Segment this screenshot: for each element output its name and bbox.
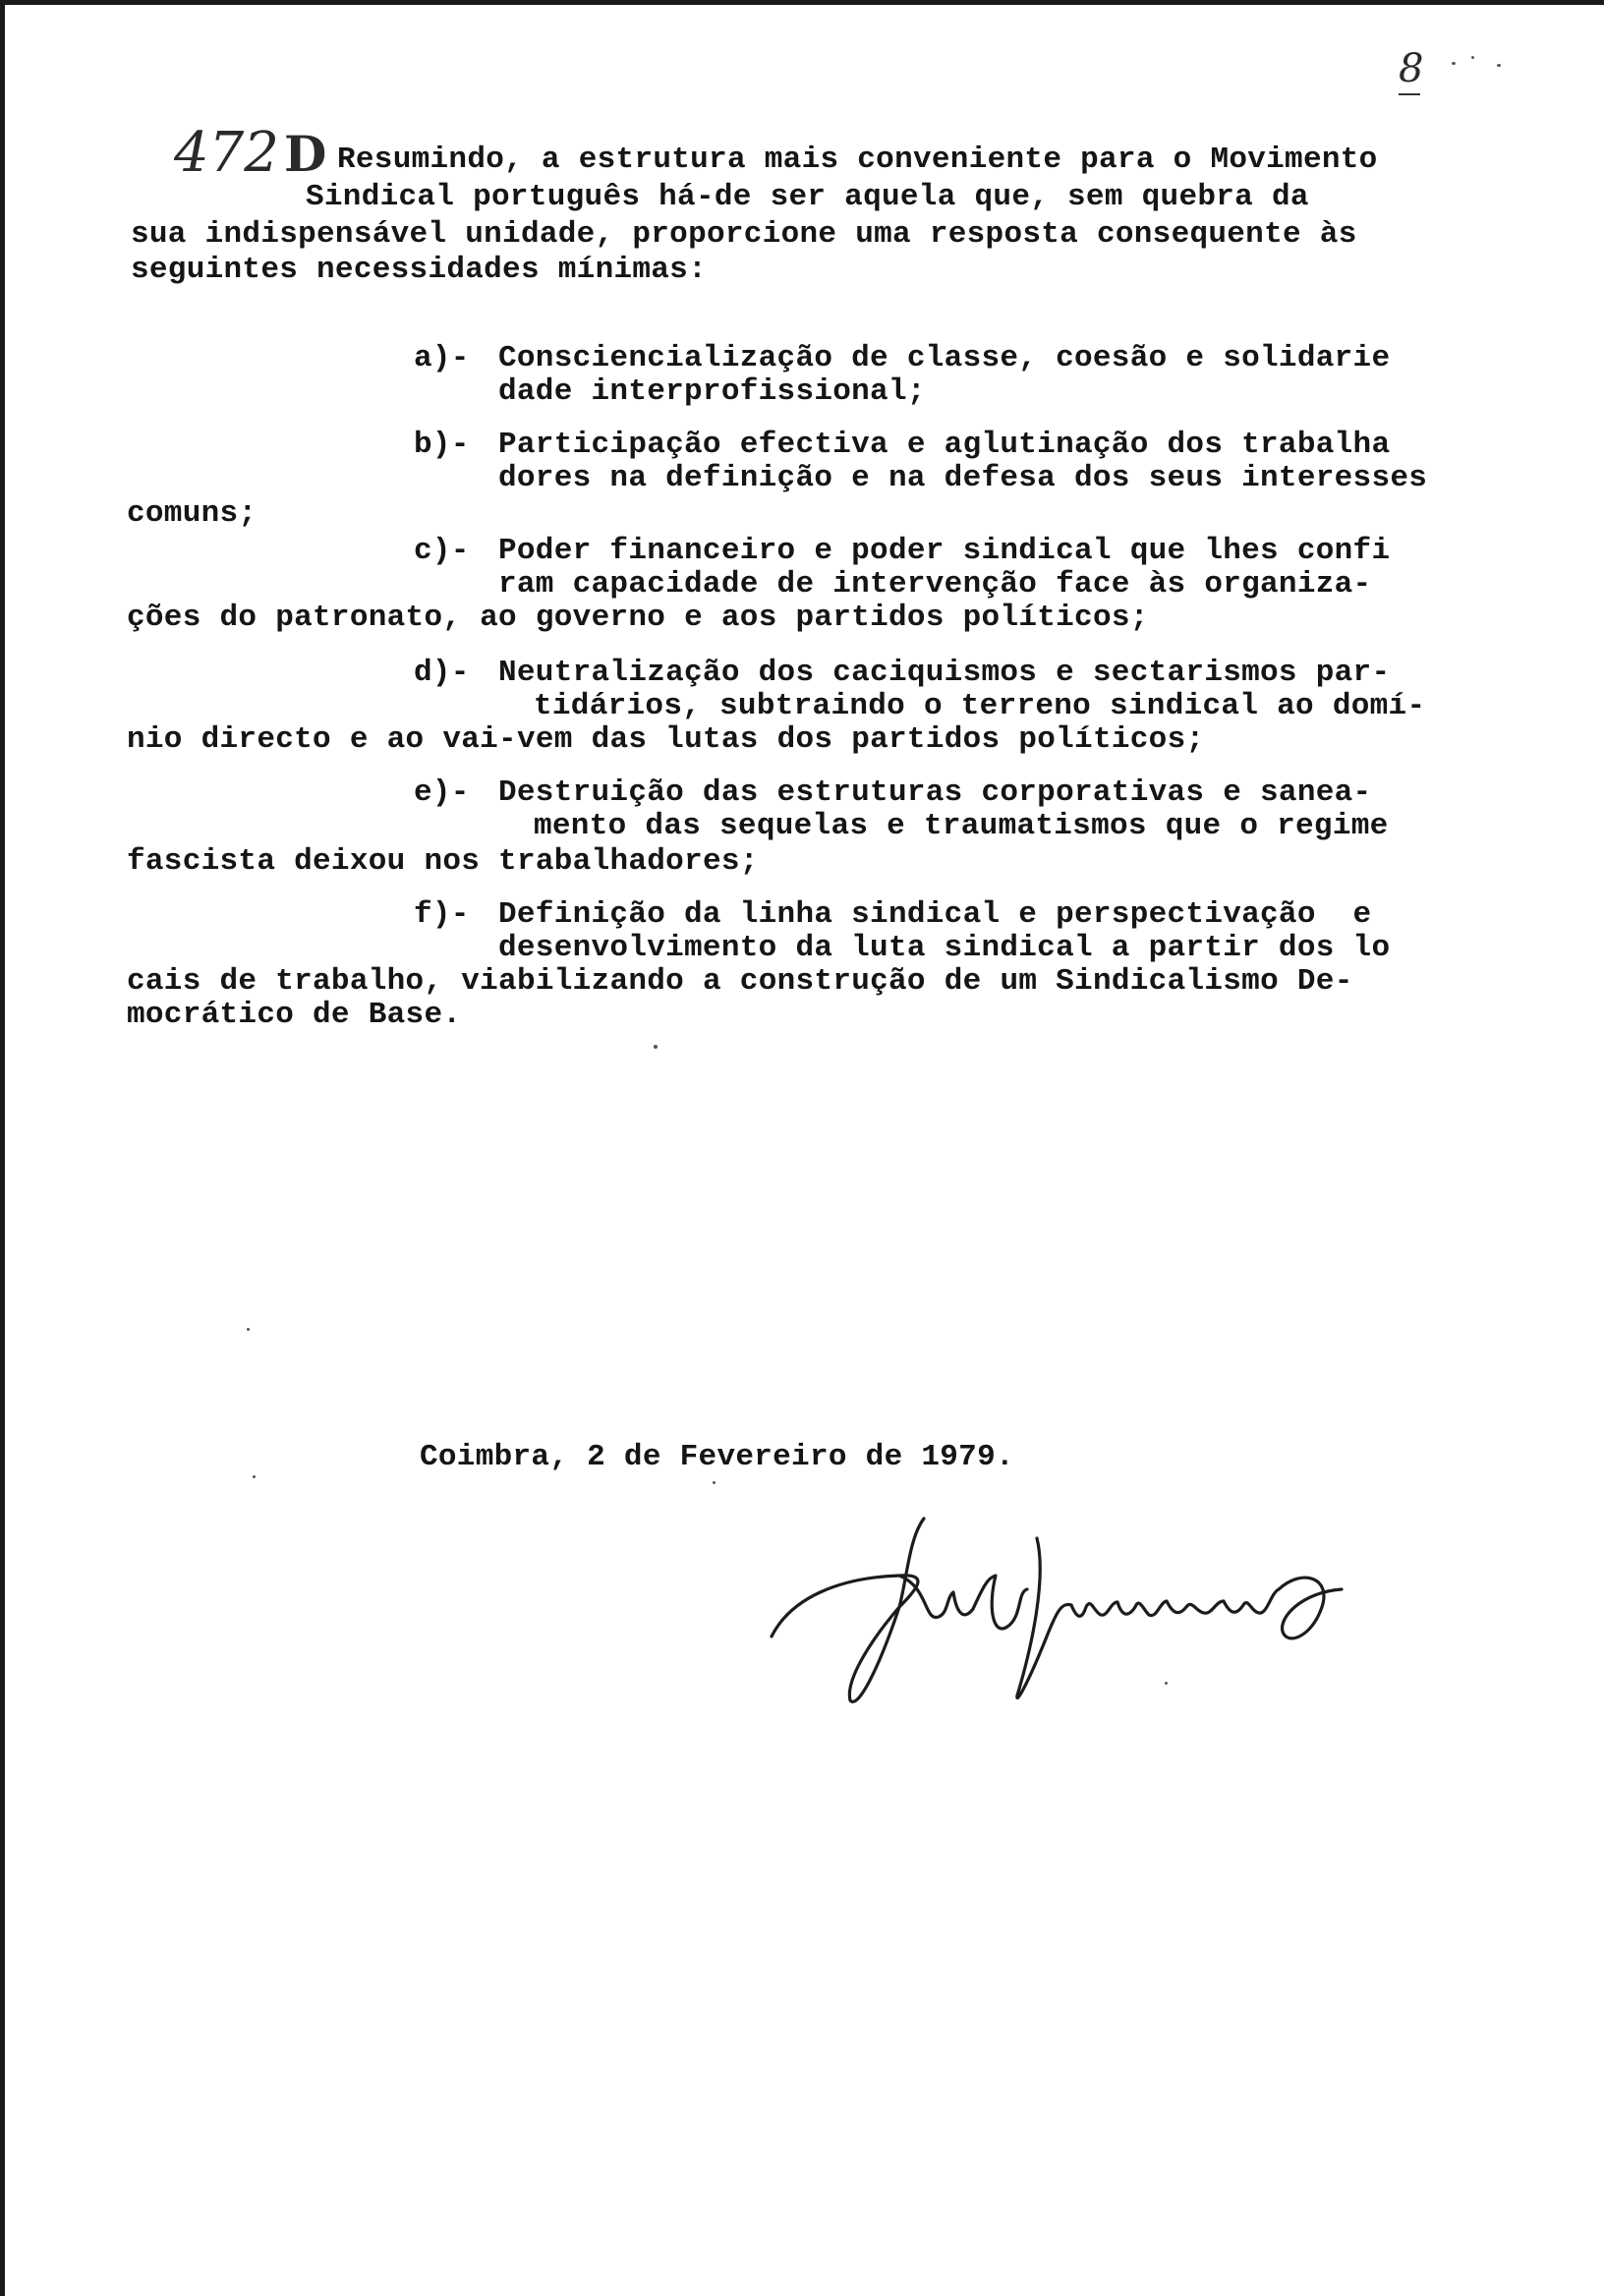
corner-mark-underline xyxy=(1399,93,1420,95)
speck xyxy=(1452,62,1456,65)
item-e-line-1: Destruição das estruturas corporativas e sanea- xyxy=(498,775,1372,810)
speck xyxy=(1471,56,1474,59)
speck xyxy=(247,1328,250,1331)
intro-line-3: sua indispensável unidade, proporcione uma resposta consequente às xyxy=(131,217,1357,252)
archive-number: 472 xyxy=(174,121,279,185)
item-c-line-1: Poder financeiro e poder sindical que lhes confi xyxy=(498,534,1391,568)
item-c-line-2: ram capacidade de intervenção face às organiza- xyxy=(498,567,1372,602)
speck xyxy=(253,1475,256,1478)
speck xyxy=(713,1481,716,1484)
item-d-label: d)- xyxy=(414,656,470,690)
item-f-line-3: cais de trabalho, viabilizando a construção de um Sindicalismo De- xyxy=(127,964,1353,999)
corner-page-mark: 8 xyxy=(1399,46,1424,91)
archive-mark: D xyxy=(284,125,327,183)
item-b-label: b)- xyxy=(414,428,470,462)
item-e-label: e)- xyxy=(414,775,470,810)
item-f-line-1: Definição da linha sindical e perspectivação e xyxy=(498,897,1372,932)
item-d-line-2: tidários, subtraindo o terreno sindical ao domí- xyxy=(534,689,1426,723)
speck xyxy=(1497,64,1501,67)
item-b-line-1: Participação efectiva e aglutinação dos trabalha xyxy=(498,428,1391,462)
place-date: Coimbra, 2 de Fevereiro de 1979. xyxy=(420,1440,1014,1474)
item-b-line-2: dores na definição e na defesa dos seus interesses xyxy=(498,461,1428,495)
item-a-line-2: dade interprofissional; xyxy=(498,374,926,409)
item-c-line-3: ções do patronato, ao governo e aos partidos políticos; xyxy=(127,601,1149,635)
item-c-label: c)- xyxy=(414,534,470,568)
item-f-line-2: desenvolvimento da luta sindical a partir dos lo xyxy=(498,931,1391,965)
intro-line-2: Sindical português há-de ser aquela que, sem quebra da xyxy=(306,180,1309,214)
item-f-label: f)- xyxy=(414,897,470,932)
speck xyxy=(654,1045,658,1049)
item-a-line-1: Consciencialização de classe, coesão e solidarie xyxy=(498,341,1391,375)
handwritten-signature xyxy=(752,1499,1381,1715)
item-a-label: a)- xyxy=(414,341,470,375)
intro-line-4: seguintes necessidades mínimas: xyxy=(131,253,707,287)
item-d-line-1: Neutralização dos caciquismos e sectarismos par- xyxy=(498,656,1391,690)
item-b-line-3: comuns; xyxy=(127,496,258,531)
item-d-line-3: nio directo e ao vai-vem das lutas dos partidos políticos; xyxy=(127,722,1205,757)
item-f-line-4: mocrático de Base. xyxy=(127,998,462,1032)
speck xyxy=(1165,1682,1168,1685)
item-e-line-2: mento das sequelas e traumatismos que o regime xyxy=(534,809,1389,843)
intro-line-1: Resumindo, a estrutura mais conveniente para o Movimento xyxy=(337,143,1378,177)
item-e-line-3: fascista deixou nos trabalhadores; xyxy=(127,844,759,879)
